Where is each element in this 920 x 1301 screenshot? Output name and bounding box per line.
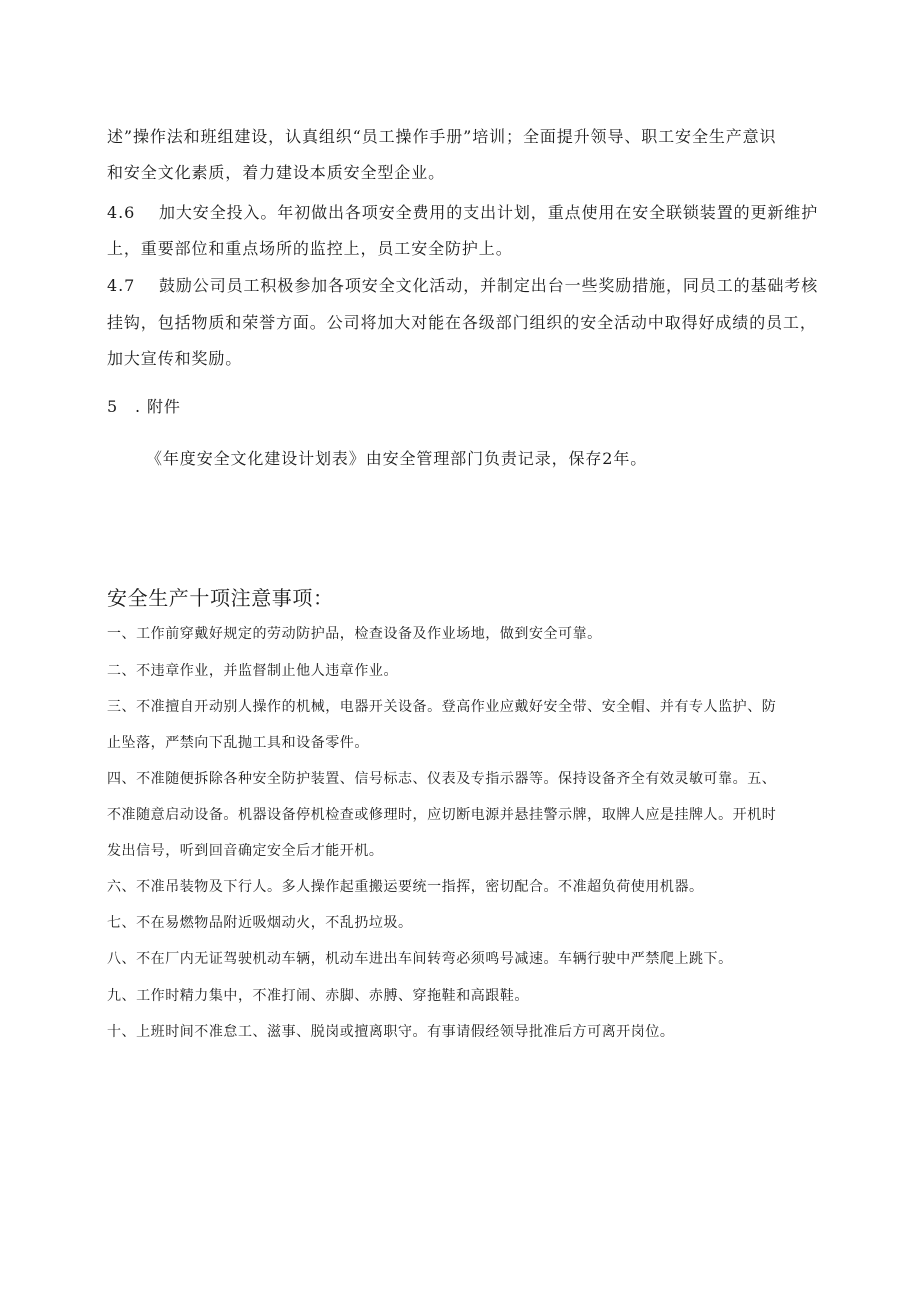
section-5-text: 《年度安全文化建设计划表》由安全管理部门负责记录，保存2年。 <box>146 449 648 468</box>
list-item: 发出信号，听到回音确定安全后才能开机。 <box>107 843 384 859</box>
list-item: 九、工作时精力集中，不准打闹、赤脚、赤膊、穿拖鞋和高跟鞋。 <box>107 988 529 1004</box>
list-item: 二、不违章作业，并监督制止他人违章作业。 <box>107 663 398 679</box>
list-item: 六、不准吊装物及下行人。多人操作起重搬运要统一指挥，密切配合。不准超负荷使用机器。 <box>107 879 704 895</box>
list-item: 七、不在易燃物品附近吸烟动火，不乱扔垃圾。 <box>107 915 413 931</box>
precautions-title: 安全生产十项注意事项： <box>107 586 334 610</box>
item-number: 4.6 <box>107 203 136 222</box>
list-item: 四、不准随便拆除各种安全防护装置、信号标志、仪表及专指示器等。保持设备齐全有效灵敏可靠。五、 <box>107 771 777 787</box>
list-item: 三、不准擅自开动别人操作的机械，电器开关设备。登高作业应戴好安全带、安全帽、并有专人监护、防 <box>107 699 777 715</box>
list-item: 十、上班时间不准怠工、滋事、脱岗或擅离职守。有事请假经领导批准后方可离开岗位。 <box>107 1024 675 1040</box>
item-4-7-line <box>107 273 820 296</box>
item-text: 鼓励公司员工积极参加各项安全文化活动，并制定出台一些奖励措施，同员工的基础考核 <box>159 276 819 295</box>
paragraph-line: 挂钩，包括物质和荣誉方面。公司将加大对能在各级部门组织的安全活动中取得好成绩的员工， <box>107 313 817 332</box>
paragraph-line: 加大宣传和奖励。 <box>107 349 243 368</box>
paragraph-line: 述”操作法和班组建设，认真组织“员工操作手册”培训；全面提升领导、职工安全生产意识 <box>107 127 777 146</box>
list-item: 一、工作前穿戴好规定的劳动防护品，检查设备及作业场地，做到安全可靠。 <box>107 626 602 642</box>
item-number: 4.7 <box>107 276 136 295</box>
paragraph-line: 上，重要部位和重点场所的监控上，员工安全防护上。 <box>107 239 513 258</box>
paragraph-line: 和安全文化素质，着力建设本质安全型企业。 <box>107 163 446 182</box>
list-item: 不准随意启动设备。机器设备停机检查或修理时，应切断电源并悬挂警示牌，取牌人应是挂牌人。开机时 <box>107 807 777 823</box>
item-text: 加大安全投入。年初做出各项安全费用的支出计划，重点使用在安全联锁装置的更新维护 <box>159 203 819 222</box>
item-4-6-line <box>107 200 820 223</box>
list-item: 八、不在厂内无证驾驶机动车辆，机动车进出车间转弯必须鸣号减速。车辆行驶中严禁爬上跳下。 <box>107 951 733 967</box>
section-5-heading: 5 . 附件 <box>107 397 181 416</box>
list-item: 止坠落，严禁向下乱抛工具和设备零件。 <box>107 735 369 751</box>
